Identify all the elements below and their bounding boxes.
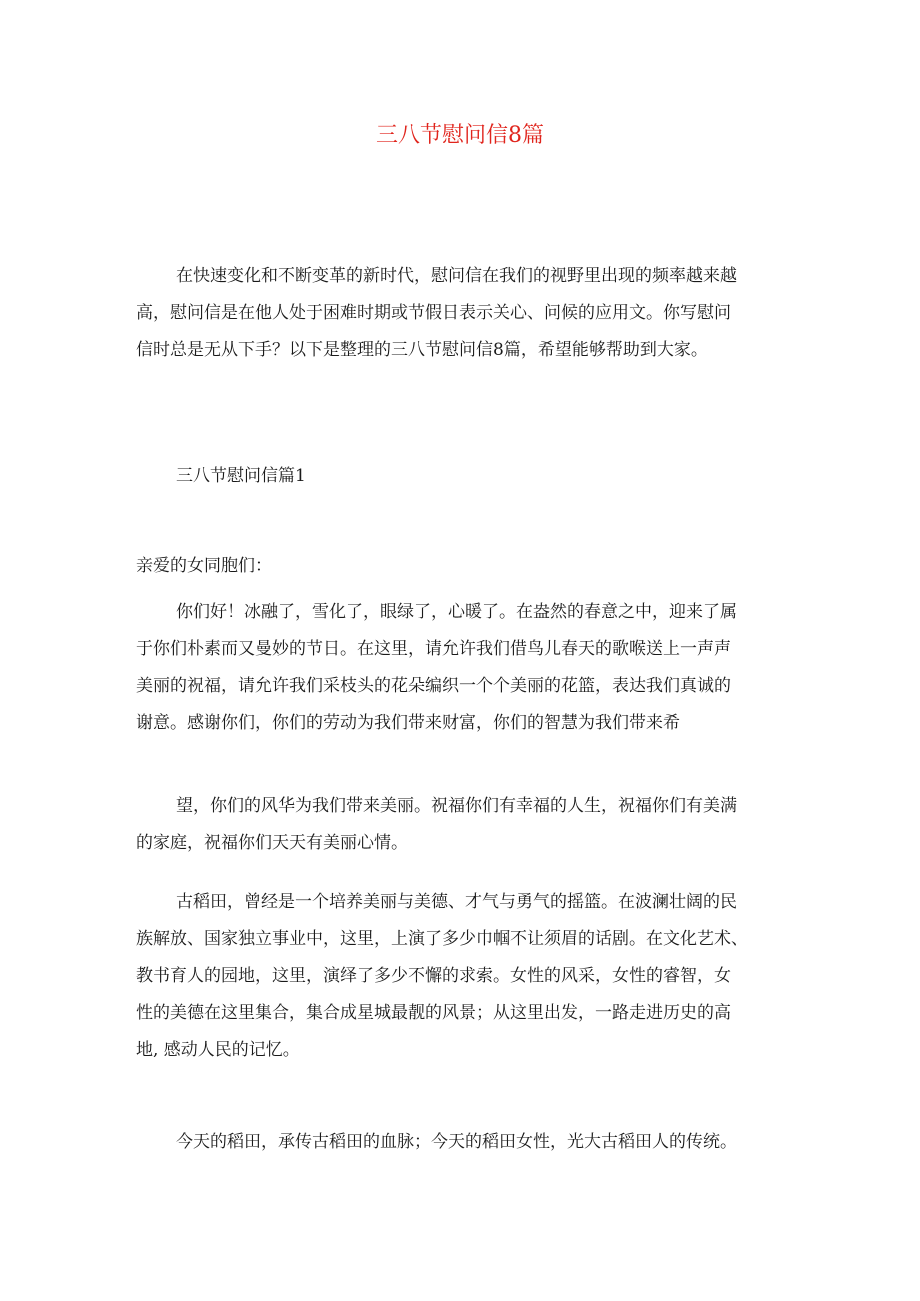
document-title: 三八节慰问信8篇 <box>376 123 544 148</box>
body-paragraph <box>136 884 796 1069</box>
paragraph-line: 于你们朴素而又曼妙的节日。在这里，请允许我们借鸟儿春天的歌喉送上一声声 <box>136 639 731 659</box>
body-paragraph <box>136 788 796 862</box>
body-paragraph <box>136 1124 796 1161</box>
paragraph-line: 古稻田，曾经是一个培养美丽与美德、才气与勇气的摇篮。在波澜壮阔的民 <box>176 892 737 912</box>
paragraph-line: 今天的稻田，承传古稻田的血脉；今天的稻田女性，光大古稻田人的传统。 <box>176 1132 737 1152</box>
intro-paragraph <box>136 258 796 369</box>
salutation: 亲爱的女同胞们： <box>136 556 272 576</box>
section-title: 三八节慰问信篇1 <box>176 466 306 486</box>
paragraph-line: 望，你们的风华为我们带来美丽。祝福你们有幸福的人生，祝福你们有美满 <box>176 796 737 816</box>
intro-line: 在快速变化和不断变革的新时代，慰问信在我们的视野里出现的频率越来越 <box>176 266 737 286</box>
paragraph-line: 地, 感动人民的记忆。 <box>136 1040 300 1060</box>
intro-line: 高，慰问信是在他人处于困难时期或节假日表示关心、问候的应用文。你写慰问 <box>136 303 731 323</box>
paragraph-line: 你们好！冰融了，雪化了，眼绿了，心暖了。在盎然的春意之中，迎来了属 <box>176 602 737 622</box>
intro-line: 信时总是无从下手？以下是整理的三八节慰问信8篇，希望能够帮助到大家。 <box>136 340 708 360</box>
paragraph-line: 性的美德在这里集合，集合成星城最靓的风景；从这里出发，一路走进历史的高 <box>136 1003 731 1023</box>
paragraph-line: 谢意。感谢你们，你们的劳动为我们带来财富，你们的智慧为我们带来希 <box>136 713 680 733</box>
body-paragraph <box>136 594 796 742</box>
paragraph-line: 教书育人的园地，这里，演绎了多少不懈的求索。女性的风采，女性的睿智，女 <box>136 966 731 986</box>
paragraph-line: 族解放、国家独立事业中，这里，上演了多少巾帼不让须眉的话剧。在文化艺术、 <box>136 929 748 949</box>
paragraph-line: 美丽的祝福，请允许我们采枝头的花朵编织一个个美丽的花篮，表达我们真诚的 <box>136 676 731 696</box>
paragraph-line: 的家庭，祝福你们天天有美丽心情。 <box>136 833 408 853</box>
